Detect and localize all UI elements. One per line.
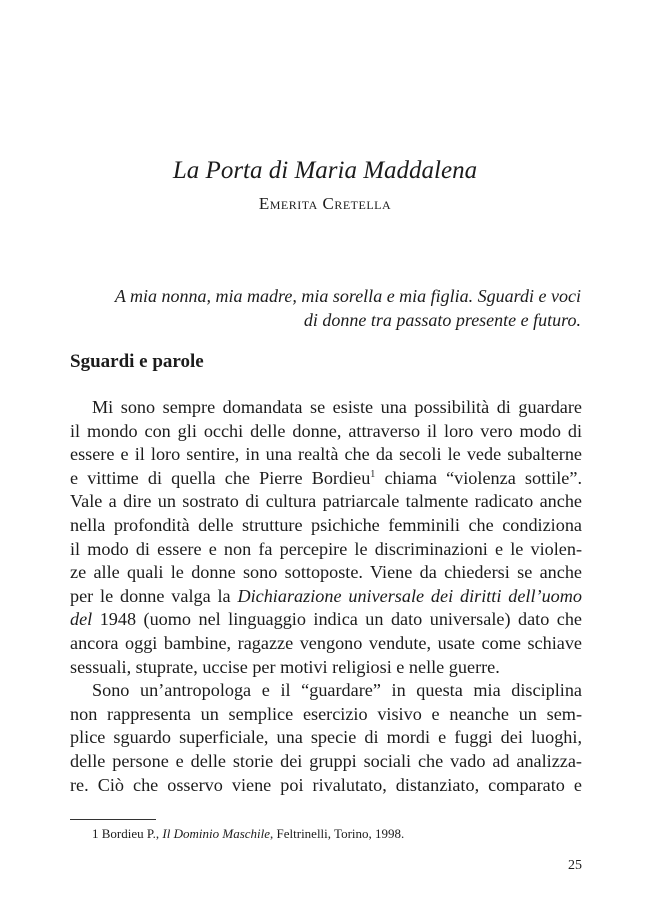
text-line: Mi sono sempre domandata se esiste una possibilità di guardare [92,397,582,417]
text-line: essere e il loro sentire, in una realtà che da secoli le vede subalterne [70,444,582,465]
footnote-number: 1 [92,826,99,841]
text-line: ze alle quali le donne sono sottoposte. Viene da chiedersi se anche [70,562,582,583]
text-line: il modo di essere e non fa percepire le discriminazioni e le violen- [70,538,582,559]
text-fragment: 1948 (uomo nel linguaggio indica un dato universale) dato che [92,609,582,630]
footnote-marker: 1 [370,468,376,480]
body-text [70,396,582,797]
text-line: re. Ciò che osservo viene poi rivalutato, distanziato, comparato e [70,774,582,795]
text-fragment: e vittime di quella che Pierre Bordieu [70,467,371,488]
epigraph [70,284,581,332]
chapter-title: La Porta di Maria Maddalena [172,157,478,184]
footnote-book-title: Il Dominio Maschile [162,826,271,841]
text-line: delle persone e delle storie dei gruppi sociali che vado ad analizza- [70,750,582,771]
epigraph-line: A mia nonna, mia madre, mia sorella e mia figlia. Sguardi e voci [114,286,581,306]
text-line: plice sguardo superficiale, una specie di mordi e fuggi dei luoghi, [70,727,582,748]
text-line [70,608,582,632]
text-fragment: chiama “violenza sottile”. [375,467,582,488]
footnote [92,826,404,842]
text-line: nella profondità delle strutture psichiche femminili che condiziona [70,514,582,535]
italic-title: del [70,609,93,630]
text-line: ancora oggi bambine, ragazze vengono vendute, usate come schiave [70,632,582,653]
text-line: il mondo con gli occhi delle donne, attraverso il loro vero modo di [70,420,582,441]
text-line: sessuali, stuprate, uccise per motivi religiosi e nelle guerre. [70,656,500,677]
page-number: 25 [568,858,582,873]
footnote-divider [70,819,156,820]
text-line: Sono un’antropologa e il “guardare” in questa mia disciplina [92,680,582,701]
text-line [70,467,582,491]
section-heading: Sguardi e parole [70,351,204,372]
footnote-text: , Feltrinelli, Torino, 1998. [270,826,405,841]
chapter-author: Emerita Cretella [258,194,392,213]
text-line [70,585,582,609]
text-fragment: per le donne valga la [70,585,238,606]
footnote-text: Bordieu P., [101,826,163,841]
italic-title: Dichiarazione universale dei diritti dell’uomo [237,585,582,606]
text-line: Vale a dire un sostrato di cultura patriarcale talmente radicato anche [70,491,582,512]
epigraph-line: di donne tra passato presente e futuro. [303,310,581,330]
text-line: non rappresenta un semplice esercizio visivo e neanche un sem- [70,703,582,724]
